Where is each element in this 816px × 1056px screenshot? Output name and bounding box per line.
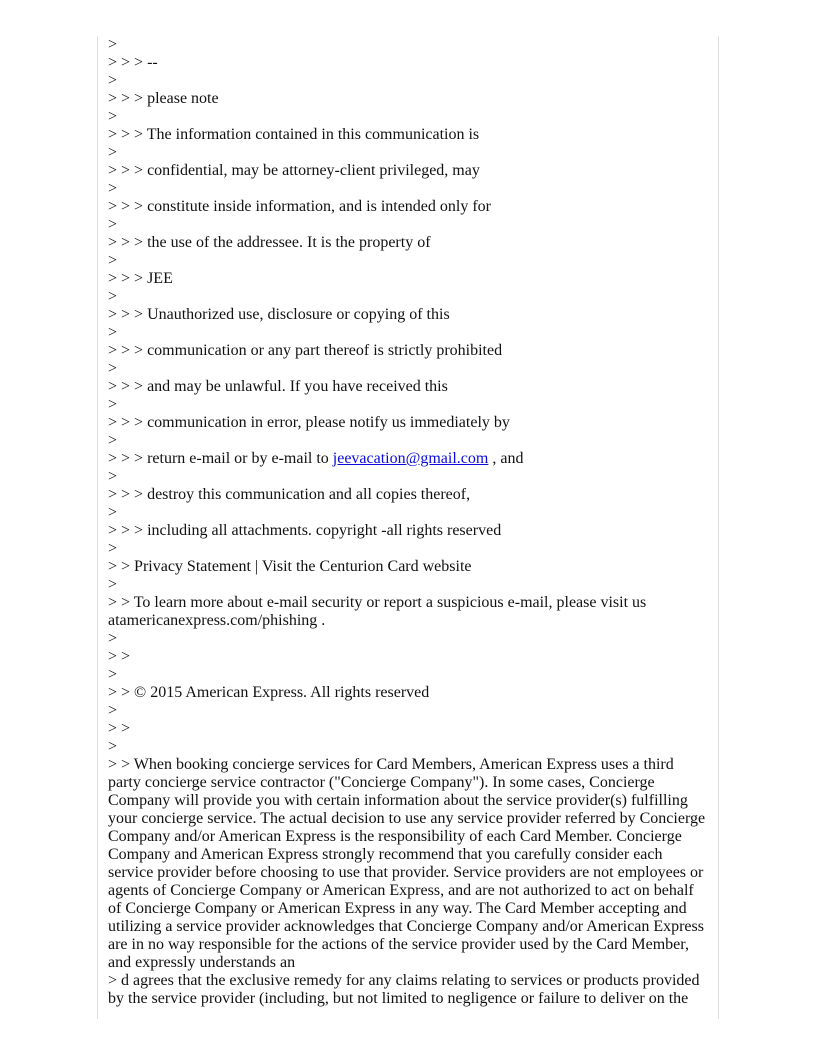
- quote-line: >: [108, 504, 118, 521]
- quote-line: >: [108, 468, 118, 485]
- quote-line: >: [108, 396, 118, 413]
- quote-line: >: [108, 576, 118, 593]
- quote-line: >: [108, 666, 118, 683]
- quote-line: >: [108, 180, 118, 197]
- concierge-disclaimer: > > When booking concierge services for Card Members, American Express uses a third party concierge service contractor ("Concierge Company"). In some cases, Concierge Company will provide you with certain information about the service provider(s) fulfilling your concierge service. The actual decision to use any service provider referred by Concierge Company and/or American Express is the responsibility of each Card Member. Concierge Company and American Express strongly recommend that you carefully consider each service provider before choosing to use that provider. Service providers are not employees or agents of Concierge Company or American Express, and are not authorized to act on behalf of Concierge Company or American Express in any way. The Card Member accepting and utilizing a service provider acknowledges that Concierge Company and/or American Express are in no way responsible for the actions of the service provider used by the Card Member, and expressly understands an: [108, 756, 706, 971]
- concierge-disclaimer-continued: > d agrees that the exclusive remedy for any claims relating to services or products provided by the service provider (including, but not limited to negligence or failure to deliver on the: [108, 972, 700, 1007]
- return-line-suffix: , and: [488, 450, 524, 467]
- quote-line: >: [108, 702, 118, 719]
- quote-line: >: [108, 108, 118, 125]
- quote-line: >: [108, 252, 118, 269]
- email-body: [108, 36, 708, 1008]
- quote-line: > > > The information contained in this communication is: [108, 126, 480, 143]
- quote-line: > > > destroy this communication and all copies thereof,: [108, 486, 471, 503]
- quote-line: > > > JEE: [108, 270, 173, 287]
- quote-line: > > > the use of the addressee. It is the property of: [108, 234, 431, 251]
- quote-line: > >: [108, 720, 131, 737]
- return-email-line: [108, 450, 708, 468]
- quote-line: >: [108, 144, 118, 161]
- quote-line: >: [108, 36, 118, 53]
- quote-line: > > > please note: [108, 90, 219, 107]
- quote-line: >: [108, 288, 118, 305]
- quote-line: >: [108, 540, 118, 557]
- copyright-line: > > © 2015 American Express. All rights reserved: [108, 684, 430, 701]
- quote-line: >: [108, 630, 118, 647]
- quote-line: > > > Unauthorized use, disclosure or copying of this: [108, 306, 450, 323]
- quote-line: > > > communication in error, please notify us immediately by: [108, 414, 510, 431]
- quote-line: >: [108, 216, 118, 233]
- email-page: [97, 36, 719, 1019]
- quote-line: > > > including all attachments. copyright -all rights reserved: [108, 522, 502, 539]
- quote-line: > >: [108, 648, 131, 665]
- quote-line: >: [108, 738, 118, 755]
- quote-line: > > > and may be unlawful. If you have received this: [108, 378, 448, 395]
- privacy-statement-line: > > Privacy Statement | Visit the Centurion Card website: [108, 558, 472, 575]
- quote-line: > > > --: [108, 54, 158, 71]
- quote-line: >: [108, 324, 118, 341]
- return-line-prefix: > > > return e-mail or by e-mail to: [108, 450, 333, 467]
- email-link[interactable]: jeevacation@gmail.com: [332, 450, 489, 467]
- quote-line: > > > confidential, may be attorney-client privileged, may: [108, 162, 480, 179]
- quote-line: > > > constitute inside information, and is intended only for: [108, 198, 492, 215]
- quote-line: >: [108, 432, 118, 449]
- quote-line: >: [108, 360, 118, 377]
- quote-line: > > > communication or any part thereof is strictly prohibited: [108, 342, 503, 359]
- quote-line: >: [108, 72, 118, 89]
- phishing-notice: > > To learn more about e-mail security or report a suspicious e-mail, please visit us atamericanexpress.com/phishing .: [108, 594, 647, 629]
